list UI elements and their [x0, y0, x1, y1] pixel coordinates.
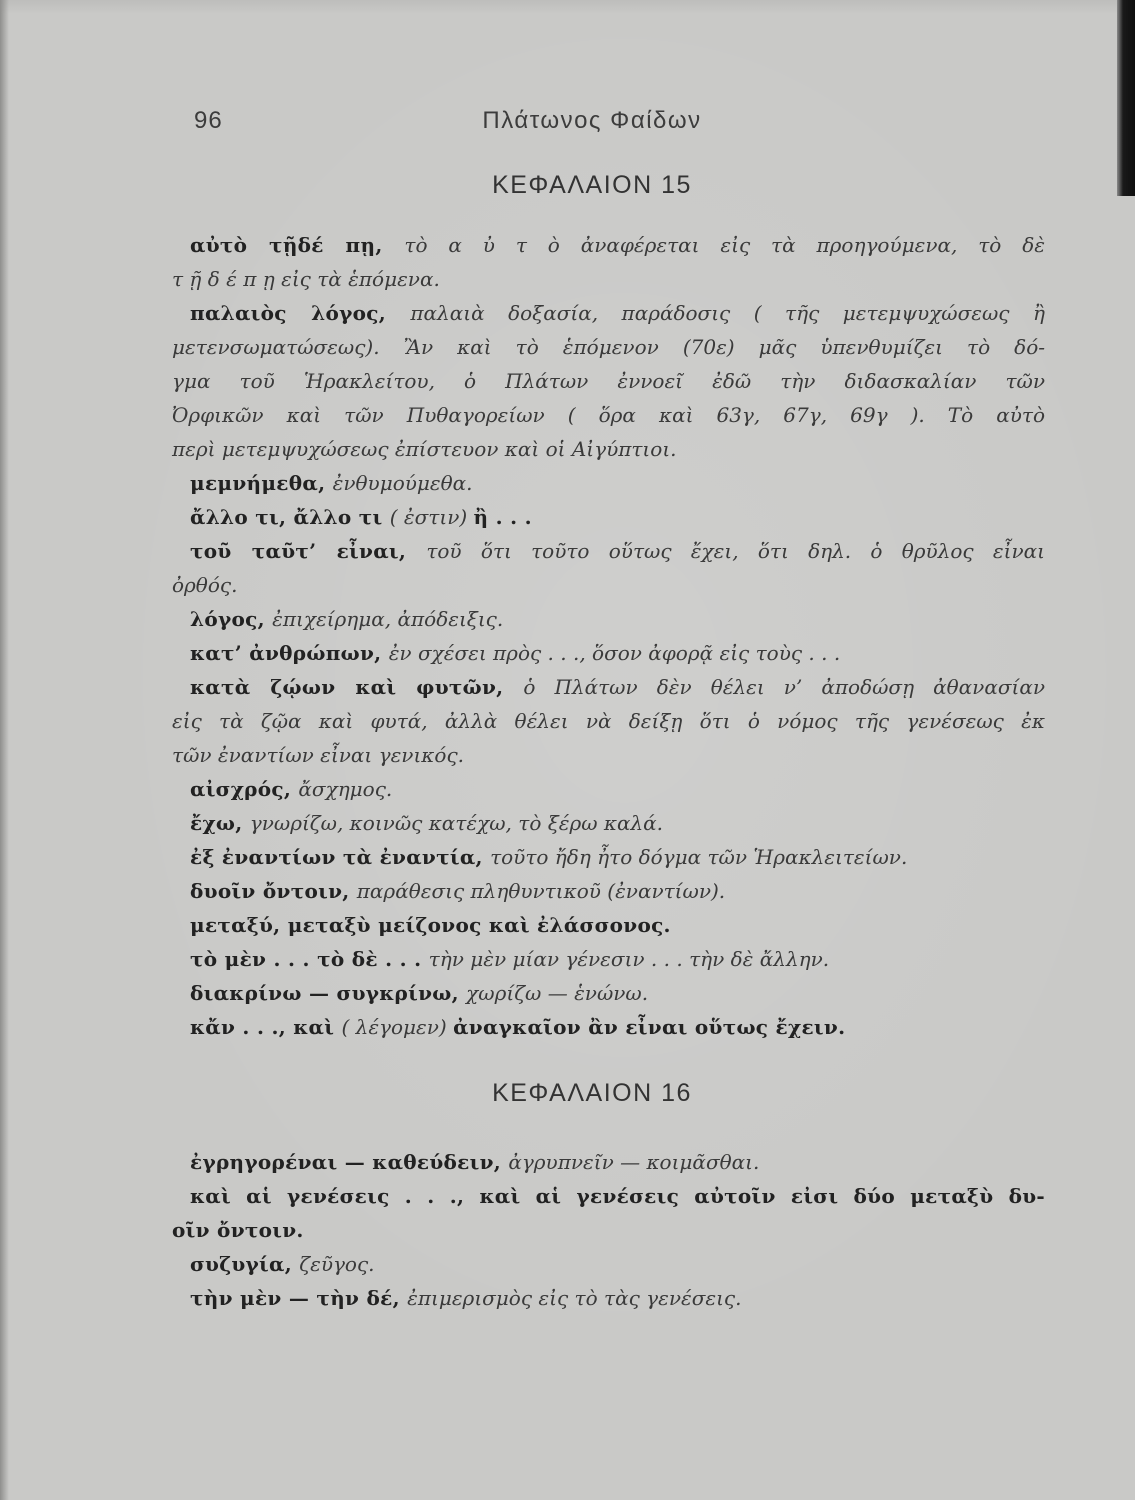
entry-line: [172, 330, 1045, 364]
entry-line: [172, 500, 1045, 534]
entry-line: [172, 772, 1045, 806]
lemma-text: συζυγία,: [190, 1252, 300, 1276]
scan-right-edge-shadow: [1117, 0, 1135, 196]
lemma-text: τὸ μὲν . . . τὸ δὲ . . .: [190, 947, 429, 971]
lemma-text: ἄλλο τι, ἄλλο τι: [190, 505, 390, 529]
gloss-text: περὶ μετεμψυχώσεως ἐπίστευον καὶ οἱ Αἰγύπτιοι.: [172, 437, 677, 461]
running-head: [0, 104, 1135, 138]
entry-line: [172, 738, 1045, 772]
lemma-text: κἄν . . ., καὶ: [190, 1015, 342, 1039]
glossary-entry: [172, 534, 1045, 602]
lemma-text: μεταξύ, μεταξὺ μείζονος καὶ ἐλάσσονος.: [190, 913, 671, 937]
lemma-text: τὴν μὲν — τὴν δέ,: [190, 1286, 408, 1310]
lemma-text: τοῦ ταῦτ’ εἶναι,: [190, 539, 427, 563]
glossary-entry: [172, 228, 1045, 296]
scan-left-edge-shadow: [0, 0, 9, 1500]
lemma-text: ἐξ ἐναντίων τὰ ἐναντία,: [190, 845, 491, 869]
chapter-glossary: [172, 228, 1045, 1044]
glossary-entry: [172, 1247, 1045, 1281]
entry-line: [172, 976, 1045, 1010]
page-number: 96: [194, 107, 223, 134]
gloss-text: ἐπιχείρημα, ἀπόδειξις.: [272, 607, 504, 631]
gloss-text: παλαιὰ δοξασία, παράδοσις ( τῆς μετεμψυχώσεως ἢ: [410, 301, 1045, 325]
gloss-text: μετενσωματώσεως). Ἂν καὶ τὸ ἑπόμενον (70ε) μᾶς ὑπενθυμίζει τὸ δό-: [172, 335, 1045, 359]
lemma-text: μεμνήμεθα,: [190, 471, 333, 495]
gloss-text: ἐνθυμούμεθα.: [332, 471, 473, 495]
glossary-entry: [172, 772, 1045, 806]
glossary-entry: [172, 670, 1045, 772]
lemma-text: ἐγρηγορέναι — καθεύδειν,: [190, 1150, 509, 1174]
gloss-text: ἐπιμερισμὸς εἰς τὸ τὰς γενέσεις.: [407, 1286, 742, 1310]
entry-line: [172, 942, 1045, 976]
gloss-text: χωρίζω — ἑνώνω.: [466, 981, 649, 1005]
lemma-text: κατ’ ἀνθρώπων,: [190, 641, 389, 665]
entry-line: [172, 262, 1045, 296]
glossary-entry: [172, 466, 1045, 500]
glossary-entry: [172, 1179, 1045, 1247]
entry-line: [172, 568, 1045, 602]
entry-line: [172, 806, 1045, 840]
lemma-text: αἰσχρός,: [190, 777, 299, 801]
entry-line: [172, 1179, 1045, 1213]
lemma-text: ἢ . . .: [473, 505, 532, 529]
entry-line: [172, 670, 1045, 704]
gloss-text: τὸ α ὐ τ ὸ ἀναφέρεται εἰς τὰ προηγούμενα, τὸ δὲ: [404, 233, 1046, 257]
gloss-text: τ ῇ δ έ π ῃ εἰς τὰ ἑπόμενα.: [172, 267, 440, 291]
entry-line: [172, 1281, 1045, 1315]
entry-line: [172, 908, 1045, 942]
glossary-entry: [172, 908, 1045, 942]
entry-line: [172, 1145, 1045, 1179]
glossary-entry: [172, 636, 1045, 670]
gloss-text: Ὀρφικῶν καὶ τῶν Πυθαγορείων ( ὅρα καὶ 63γ, 67γ, 69γ ). Τὸ αὐτὸ: [172, 403, 1045, 427]
entry-line: [172, 466, 1045, 500]
gloss-text: τῶν ἐναντίων εἶναι γενικός.: [172, 743, 465, 767]
lemma-text: διακρίνω — συγκρίνω,: [190, 981, 467, 1005]
glossary-entry: [172, 1281, 1045, 1315]
entry-line: [172, 636, 1045, 670]
lemma-text: λόγος,: [190, 607, 273, 631]
gloss-text: τὴν μὲν μίαν γένεσιν . . . τὴν δὲ ἄλλην.: [428, 947, 830, 971]
glossary-entry: [172, 942, 1045, 976]
lemma-text: καὶ αἱ γενέσεις . . ., καὶ αἱ γενέσεις αὐτοῖν εἰσι δύο μεταξὺ δυ-: [190, 1184, 1045, 1208]
chapter-heading: ΚΕΦΑΛΑΙΟΝ 15: [492, 171, 692, 199]
entry-line: [172, 534, 1045, 568]
entry-line: [172, 1247, 1045, 1281]
gloss-text: ζεῦγος.: [299, 1252, 375, 1276]
gloss-text: ( λέγομεν): [341, 1015, 454, 1039]
entry-line: [172, 704, 1045, 738]
gloss-text: παράθεσις πληθυντικοῦ (ἐναντίων).: [356, 879, 726, 903]
glossary-entry: [172, 806, 1045, 840]
gloss-text: ἀγρυπνεῖν — κοιμᾶσθαι.: [508, 1150, 760, 1174]
glossary-entry: [172, 840, 1045, 874]
glossary-entry: [172, 500, 1045, 534]
gloss-text: εἰς τὰ ζῷα καὶ φυτά, ἀλλὰ θέλει νὰ δείξῃ ὅτι ὁ νόμος τῆς γενέσεως ἐκ: [172, 709, 1045, 733]
glossary-entry: [172, 976, 1045, 1010]
running-title: Πλάτωνος Φαίδων: [482, 107, 702, 134]
entry-line: [172, 874, 1045, 908]
gloss-text: τοῦτο ἤδη ἦτο δόγμα τῶν Ἡρακλειτείων.: [490, 845, 908, 869]
chapter-glossary: [172, 1145, 1045, 1315]
entry-line: [172, 296, 1045, 330]
chapter-heading: ΚΕΦΑΛΑΙΟΝ 16: [492, 1079, 692, 1107]
entry-line: [172, 228, 1045, 262]
glossary-entry: [172, 874, 1045, 908]
glossary-entry: [172, 296, 1045, 466]
gloss-text: γνωρίζω, κοινῶς κατέχω, τὸ ξέρω καλά.: [249, 811, 664, 835]
gloss-text: ( ἐστιν): [389, 505, 474, 529]
gloss-text: γμα τοῦ Ἡρακλείτου, ὁ Πλάτων ἐννοεῖ ἐδῶ τὴν διδασκαλίαν τῶν: [172, 369, 1045, 393]
lemma-text: κατὰ ζῴων καὶ φυτῶν,: [190, 675, 524, 699]
entry-line: [172, 1213, 1045, 1247]
gloss-text: ὀρθός.: [172, 573, 238, 597]
entry-line: [172, 432, 1045, 466]
gloss-text: τοῦ ὅτι τοῦτο οὕτως ἔχει, ὅτι δηλ. ὁ θρῦλος εἶναι: [426, 539, 1045, 563]
lemma-text: δυοῖν ὄντοιν,: [190, 879, 357, 903]
gloss-text: ἄσχημος.: [298, 777, 393, 801]
lemma-text: ἀναγκαῖον ἂν εἶναι οὕτως ἔχειν.: [453, 1015, 846, 1039]
glossary-entry: [172, 602, 1045, 636]
glossary-entry: [172, 1145, 1045, 1179]
entry-line: [172, 840, 1045, 874]
gloss-text: ἐν σχέσει πρὸς . . ., ὅσον ἀφορᾷ εἰς τοὺς . . .: [388, 641, 841, 665]
lemma-text: αὐτὸ τῇδέ πῃ,: [190, 233, 405, 257]
entry-line: [172, 364, 1045, 398]
entry-line: [172, 398, 1045, 432]
lemma-text: παλαιὸς λόγος,: [190, 301, 411, 325]
glossary-entry: [172, 1010, 1045, 1044]
lemma-text: οῖν ὄντοιν.: [172, 1218, 304, 1242]
entry-line: [172, 1010, 1045, 1044]
entry-line: [172, 602, 1045, 636]
lemma-text: ἔχω,: [190, 811, 250, 835]
gloss-text: ὁ Πλάτων δὲν θέλει ν’ ἀποδώσῃ ἀθανασίαν: [523, 675, 1045, 699]
